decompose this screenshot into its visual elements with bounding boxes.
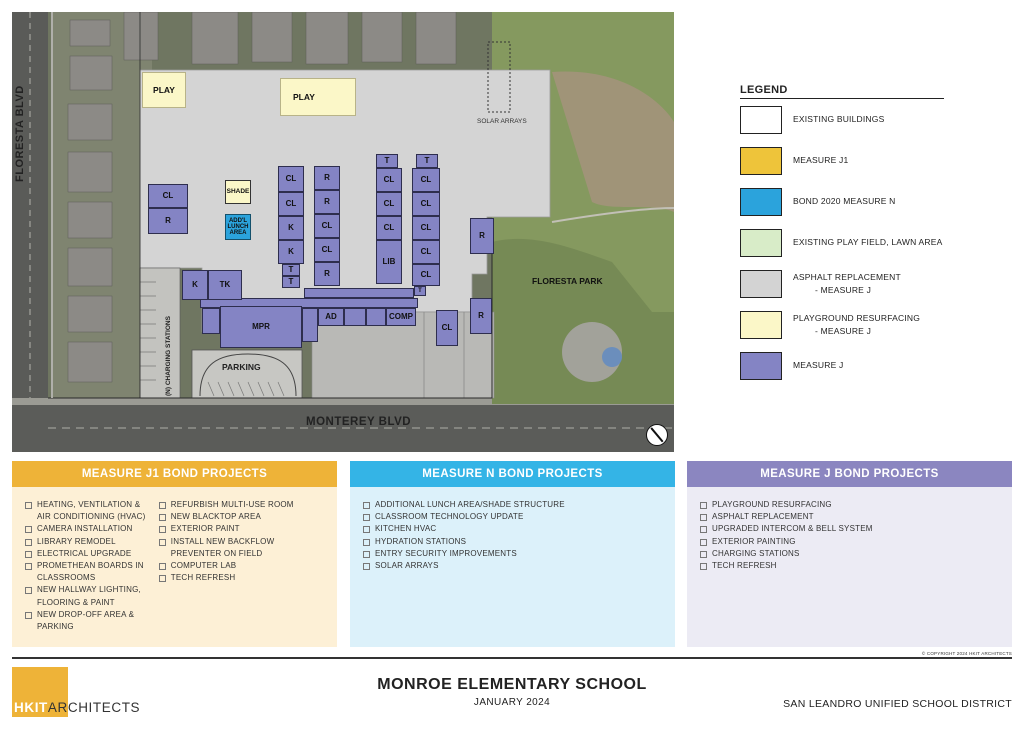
project-item: HEATING, VENTILATION & AIR CONDITIONING (HVAC) [25, 499, 148, 523]
building-cl: CL [412, 168, 440, 192]
north-arrow-icon [646, 424, 668, 446]
project-item: SOLAR ARRAYS [363, 560, 565, 572]
project-list [363, 499, 565, 647]
project-item: HYDRATION STATIONS [363, 536, 565, 548]
parking-label: PARKING [222, 362, 261, 372]
project-item: ADDITIONAL LUNCH AREA/SHADE STRUCTURE [363, 499, 565, 511]
copyright: © COPYRIGHT 2024 HKIT ARCHITECTS [921, 651, 1012, 656]
building-t: T [376, 154, 398, 168]
charging-stations-label: (N) CHARGING STATIONS [165, 316, 172, 396]
project-item: NEW BLACKTOP AREA [159, 511, 327, 523]
solar-arrays-label: SOLAR ARRAYS [477, 118, 527, 125]
divider [12, 657, 1012, 659]
project-item: NEW HALLWAY LIGHTING, FLOORING & PAINT [25, 584, 148, 608]
district-name: SAN LEANDRO UNIFIED SCHOOL DISTRICT [783, 698, 1012, 710]
project-list [25, 499, 148, 647]
document-date: JANUARY 2024 [473, 697, 551, 708]
building-t: T [282, 264, 300, 276]
legend-label: BOND 2020 MEASURE N [793, 196, 896, 207]
building-mpr-side [302, 308, 318, 342]
park-label: FLORESTA PARK [532, 276, 603, 286]
legend-item-measure-j1 [740, 147, 848, 175]
project-item: CHARGING STATIONS [700, 548, 873, 560]
building-mpr: MPR [220, 306, 302, 348]
legend-label: EXISTING BUILDINGS [793, 114, 885, 125]
building-r: R [314, 166, 340, 190]
panel-title: MEASURE J BOND PROJECTS [687, 461, 1012, 487]
building-office [344, 308, 366, 326]
building-cl: CL [412, 216, 440, 240]
building-cl: CL [376, 216, 402, 240]
legend-label: MEASURE J1 [793, 155, 849, 166]
project-item: TECH REFRESH [159, 572, 327, 584]
building-tk: TK [208, 270, 242, 300]
panel-title: MEASURE J1 BOND PROJECTS [12, 461, 337, 487]
building-cl: CL [376, 168, 402, 192]
project-list [700, 499, 873, 647]
lunch-area: ADD'L LUNCH AREA [225, 214, 251, 240]
project-item: LIBRARY REMODEL [25, 536, 148, 548]
project-item: PLAYGROUND RESURFACING [700, 499, 873, 511]
street-label-monterey: MONTEREY BLVD [306, 416, 412, 428]
legend-swatch [740, 106, 782, 134]
building-cl: CL [278, 192, 304, 216]
panel-title: MEASURE N BOND PROJECTS [350, 461, 675, 487]
shade-structure: SHADE [225, 180, 251, 204]
building-k-south: K [182, 270, 208, 300]
legend-item-measure-j [740, 352, 843, 380]
building-t: T [414, 286, 426, 296]
building-cl-east: CL [436, 310, 458, 346]
project-item: COMPUTER LAB [159, 560, 327, 572]
building-comp: COMP [386, 308, 416, 326]
legend-swatch [740, 270, 782, 298]
building-cl: CL [314, 238, 340, 262]
project-item: NEW DROP-OFF AREA & PARKING [25, 609, 148, 633]
legend-item-asphalt [740, 270, 901, 298]
legend-title: LEGEND [740, 84, 944, 99]
project-item: REFURBISH MULTI-USE ROOM [159, 499, 327, 511]
logo-rest: ARCHITECTS [47, 700, 141, 715]
legend-swatch [740, 311, 782, 339]
building-r: R [314, 262, 340, 286]
panel-measure-j [687, 461, 1012, 647]
project-item: UPGRADED INTERCOM & BELL SYSTEM [700, 523, 873, 535]
logo-bold: HKIT [14, 700, 48, 715]
building-t: T [416, 154, 438, 168]
legend-swatch [740, 188, 782, 216]
play-area-2: PLAY [280, 78, 356, 116]
project-item: EXTERIOR PAINTING [700, 536, 873, 548]
site-map [12, 12, 674, 452]
building-r-east: R [470, 218, 494, 254]
project-item: ASPHALT REPLACEMENT [700, 511, 873, 523]
building-mpr-annex [202, 308, 220, 334]
building-lib: LIB [376, 240, 402, 284]
building-cl: CL [412, 192, 440, 216]
project-list [159, 499, 327, 647]
building-cl-west: CL [148, 184, 188, 208]
panel-measure-n [350, 461, 675, 647]
project-item: ELECTRICAL UPGRADE [25, 548, 148, 560]
building-r: R [314, 190, 340, 214]
school-title: MONROE ELEMENTARY SCHOOL [377, 676, 647, 693]
legend-sublabel: - MEASURE J [815, 326, 872, 336]
building-k: K [278, 216, 304, 240]
play-area-1: PLAY [142, 72, 186, 108]
project-item: CAMERA INSTALLATION [25, 523, 148, 535]
legend-sublabel: - MEASURE J [815, 285, 872, 295]
building-r-west: R [148, 208, 188, 234]
legend-label: ASPHALT REPLACEMENT [793, 271, 901, 282]
building-t: T [282, 276, 300, 288]
legend-label: EXISTING PLAY FIELD, LAWN AREA [793, 237, 943, 248]
building-cl: CL [412, 264, 440, 286]
project-item: EXTERIOR PAINT [159, 523, 327, 535]
street-label-floresta: FLORESTA BLVD [14, 85, 26, 182]
legend-label: PLAYGROUND RESURFACING [793, 312, 921, 323]
building-cl: CL [376, 192, 402, 216]
legend-label: MEASURE J [793, 360, 844, 371]
legend-item-existing-buildings [740, 106, 884, 134]
project-item: CLASSROOM TECHNOLOGY UPDATE [363, 511, 565, 523]
building-ad: AD [318, 308, 344, 326]
building-k: K [278, 240, 304, 264]
project-item: ENTRY SECURITY IMPROVEMENTS [363, 548, 565, 560]
legend-swatch [740, 229, 782, 257]
building-r-east-2: R [470, 298, 492, 334]
legend-swatch [740, 352, 782, 380]
building-cl: CL [412, 240, 440, 264]
building-office-2 [366, 308, 386, 326]
legend-item-measure-n [740, 188, 896, 216]
project-item: PROMETHEAN BOARDS IN CLASSROOMS [25, 560, 148, 584]
legend-item-playground [740, 311, 920, 339]
building-cl: CL [314, 214, 340, 238]
project-item: KITCHEN HVAC [363, 523, 565, 535]
project-item: TECH REFRESH [700, 560, 873, 572]
building-cl: CL [278, 166, 304, 192]
legend-swatch [740, 147, 782, 175]
corridor-upper [304, 288, 414, 298]
panel-measure-j1 [12, 461, 337, 647]
project-item: INSTALL NEW BACKFLOW PREVENTER ON FIELD [159, 536, 327, 560]
legend-item-play-field [740, 229, 942, 257]
